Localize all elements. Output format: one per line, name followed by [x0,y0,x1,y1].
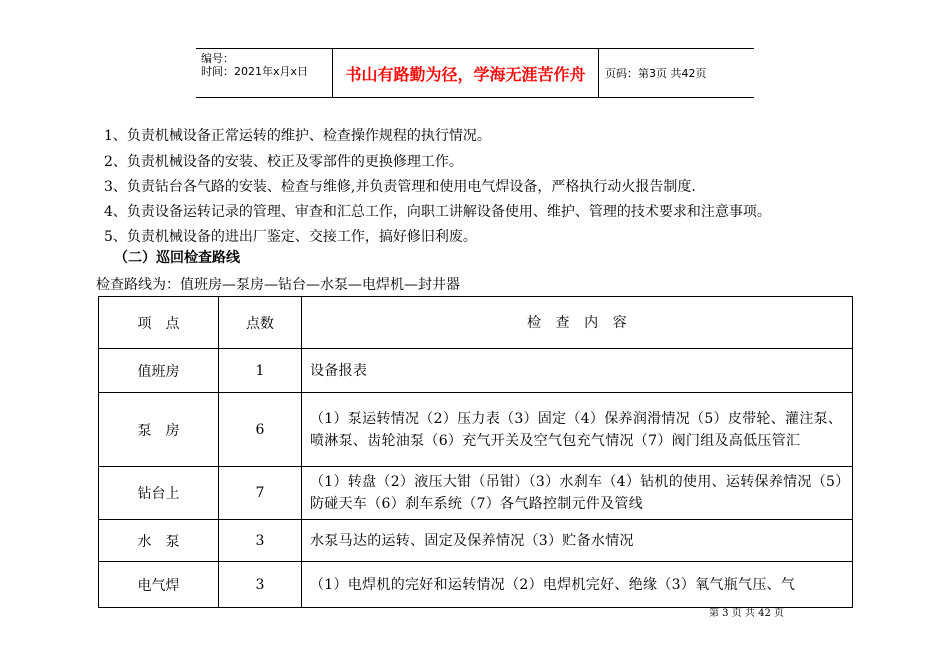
section-title: （二）巡回检查路线 [114,250,240,266]
table-row [99,349,853,393]
row-point: 钻台上 [99,467,219,520]
duty-item-5: 5、负责机械设备的进出厂鉴定、交接工作，搞好修旧利废。 [104,229,477,245]
header-page-label: 页码：第3页 共42页 [605,67,707,80]
table-header-row [99,297,853,349]
table-row [99,520,853,562]
row-count: 3 [219,520,302,562]
time-label: 时间：2021年x月x日 [201,65,309,78]
duty-item-4: 4、负责设备运转记录的管理、审查和汇总工作，向职工讲解设备使用、维护、管理的技术要求和注意事项。 [104,204,771,220]
duty-item-2: 2、负责机械设备的安装、校正及零部件的更换修理工作。 [104,154,463,170]
row-content: （1）转盘（2）液压大钳（吊钳）（3）水刹车（4）钻机的使用、运转保养情况（5）防碰天车（6）刹车系统（7）各气路控制元件及管线 [302,467,853,520]
table-row [99,562,853,608]
header-content: 检 查 内 容 [302,297,853,349]
header-point: 项 点 [99,297,219,349]
row-point: 电气焊 [99,562,219,608]
table-row [99,467,853,520]
header-meta [196,49,333,97]
row-count: 6 [219,393,302,467]
row-content: 设备报表 [302,349,853,393]
row-count: 7 [219,467,302,520]
header-count: 点数 [219,297,302,349]
row-point: 泵 房 [99,393,219,467]
row-point: 值班房 [99,349,219,393]
row-content: （1）电焊机的完好和运转情况（2）电焊机完好、绝缘（3）氧气瓶气压、气 [302,562,853,608]
row-count: 3 [219,562,302,608]
row-content: （1）泵运转情况（2）压力表（3）固定（4）保养润滑情况（5）皮带轮、灌注泵、喷淋泵、齿轮油泵（6）充气开关及空气包充气情况（7）阀门组及高低压管汇 [302,393,853,467]
header-motto: 书山有路勤为径，学海无涯苦作舟 [333,49,599,97]
inspection-table [98,296,853,608]
duty-item-3: 3、负责钻台各气路的安装、检查与维修,并负责管理和使用电气焊设备，严格执行动火报告制度. [104,179,696,195]
page-header [196,48,754,98]
duty-item-1: 1、负责机械设备正常运转的维护、检查操作规程的执行情况。 [104,128,491,144]
page-footer: 第 3 页 共 42 页 [709,608,784,619]
number-label: 编号： [201,52,234,65]
table-row [99,393,853,467]
row-point: 水 泵 [99,520,219,562]
route-text: 检查路线为：值班房—泵房—钻台—水泵—电焊机—封井器 [96,277,460,293]
row-count: 1 [219,349,302,393]
row-content: 水泵马达的运转、固定及保养情况（3）贮备水情况 [302,520,853,562]
